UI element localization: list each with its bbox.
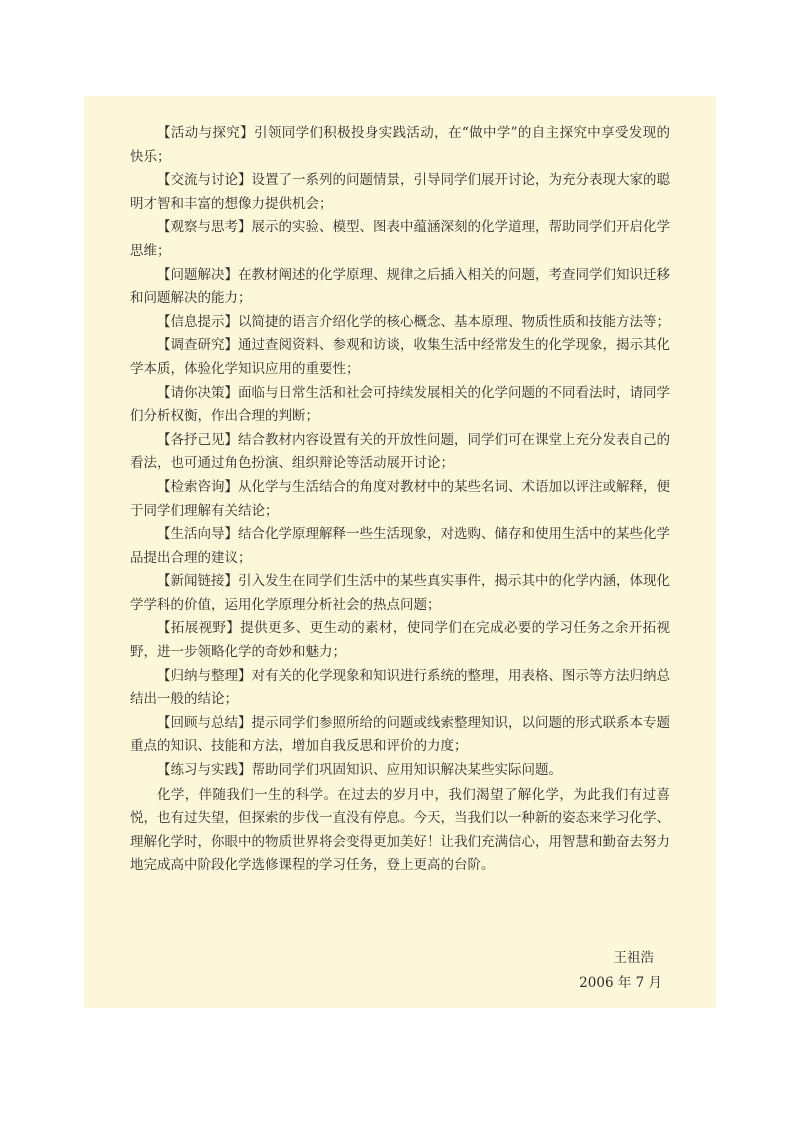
feature-tag: 【问题解决】: [157, 266, 238, 283]
feature-tag: 【练习与实践】: [157, 762, 252, 779]
feature-item: [130, 712, 670, 759]
feature-item: [130, 429, 670, 476]
feature-tag: 【新闻链接】: [157, 573, 238, 590]
author-name: 王祖浩: [613, 950, 654, 966]
feature-item: [130, 122, 670, 169]
feature-tag: 【检索咨询】: [157, 478, 238, 495]
feature-text: 从化学与生活结合的角度对教材中的某些名词、术语加以评注或解释，便于同学们理解有关结论；: [130, 478, 670, 519]
feature-text: 结合化学原理解释一些生活现象，对选购、储存和使用生活中的某些化学品提出合理的建议；: [130, 526, 670, 566]
feature-item: [130, 216, 670, 263]
feature-text: 通过查阅资料、参观和访谈，收集生活中经常发生的化学现象，揭示其化学本质，体验化学知识应用的重要性；: [130, 337, 670, 377]
feature-item: [130, 334, 670, 381]
closing-paragraph: 化学，伴随我们一生的科学。在过去的岁月中，我们渴望了解化学，为此我们有过喜悦，也有过失望，但探索的步伐一直没有停息。今天，当我们以一种新的姿态来学习化学、理解化学时，你眼中的物质世界将会变得更加美好！让我们充满信心，用智慧和勤奋去努力地完成高中阶段化学选修课程的学习任务，登上更高的台阶。: [130, 786, 670, 874]
feature-tag: 【调查研究】: [157, 337, 238, 354]
feature-text: 在教材阐述的化学原理、规律之后插入相关的问题，考查同学们知识迁移和问题解决的能力；: [130, 266, 670, 307]
feature-item: [130, 570, 670, 617]
feature-text: 展示的实验、模型、图表中蕴涵深刻的化学道理，帮助同学们开启化学思维；: [130, 219, 670, 259]
feature-tag: 【观察与思考】: [157, 219, 252, 236]
feature-text: 设置了一系列的问题情景，引导同学们展开讨论，为充分表现大家的聪明才智和丰富的想像力提供机会；: [130, 172, 670, 212]
feature-tag: 【请你决策】: [157, 384, 238, 401]
feature-item: [130, 311, 670, 335]
feature-tag: 【回顾与总结】: [157, 714, 252, 731]
feature-tag: 【各抒己见】: [157, 431, 238, 448]
feature-item: [130, 523, 670, 570]
feature-item: [130, 759, 670, 783]
document-body: [130, 122, 670, 878]
feature-tag: 【拓展视野】: [157, 620, 241, 637]
feature-item: [130, 665, 670, 712]
feature-tag: 【信息提示】: [157, 313, 238, 330]
page-panel: [84, 96, 716, 1008]
feature-tag: 【活动与探究】: [157, 125, 254, 141]
feature-text: 结合教材内容设置有关的开放性问题，同学们可在课堂上充分发表自己的看法，也可通过角色扮演、组织辩论等活动展开讨论；: [130, 431, 670, 472]
feature-text: 对有关的化学现象和知识进行系统的整理，用表格、图示等方法归纳总结出一般的结论；: [130, 667, 670, 708]
feature-text: 提供更多、更生动的素材，使同学们在完成必要的学习任务之余开拓视野，进一步领略化学的奇妙和魅力；: [130, 620, 670, 661]
feature-item: [130, 382, 670, 429]
feature-text: 面临与日常生活和社会可持续发展相关的化学问题的不同看法时，请同学们分析权衡，作出合理的判断；: [130, 384, 670, 425]
feature-item: [130, 617, 670, 664]
feature-tag: 【生活向导】: [157, 526, 238, 543]
feature-item: [130, 476, 670, 523]
feature-text: 以简捷的语言介绍化学的核心概念、基本原理、物质性质和技能方法等；: [238, 313, 670, 330]
feature-text: 帮助同学们巩固知识、应用知识解决某些实际问题。: [251, 762, 562, 779]
feature-text: 引领同学们积极投身实践活动，在“做中学”的自主探究中享受发现的快乐；: [130, 125, 670, 165]
signature-block: [579, 946, 662, 996]
feature-item: [130, 169, 670, 216]
feature-item: [130, 264, 670, 311]
signature-date: 2006 年 7 月: [579, 975, 662, 991]
feature-tag: 【交流与讨论】: [157, 172, 252, 189]
feature-tag: 【归纳与整理】: [157, 667, 252, 684]
feature-text: 引入发生在同学们生活中的某些真实事件，揭示其中的化学内涵，体现化学学科的价值，运用化学原理分析社会的热点问题；: [130, 573, 670, 613]
feature-text: 提示同学们参照所给的问题或线索整理知识，以问题的形式联系本专题重点的知识、技能和方法，增加自我反思和评价的力度；: [130, 714, 670, 755]
